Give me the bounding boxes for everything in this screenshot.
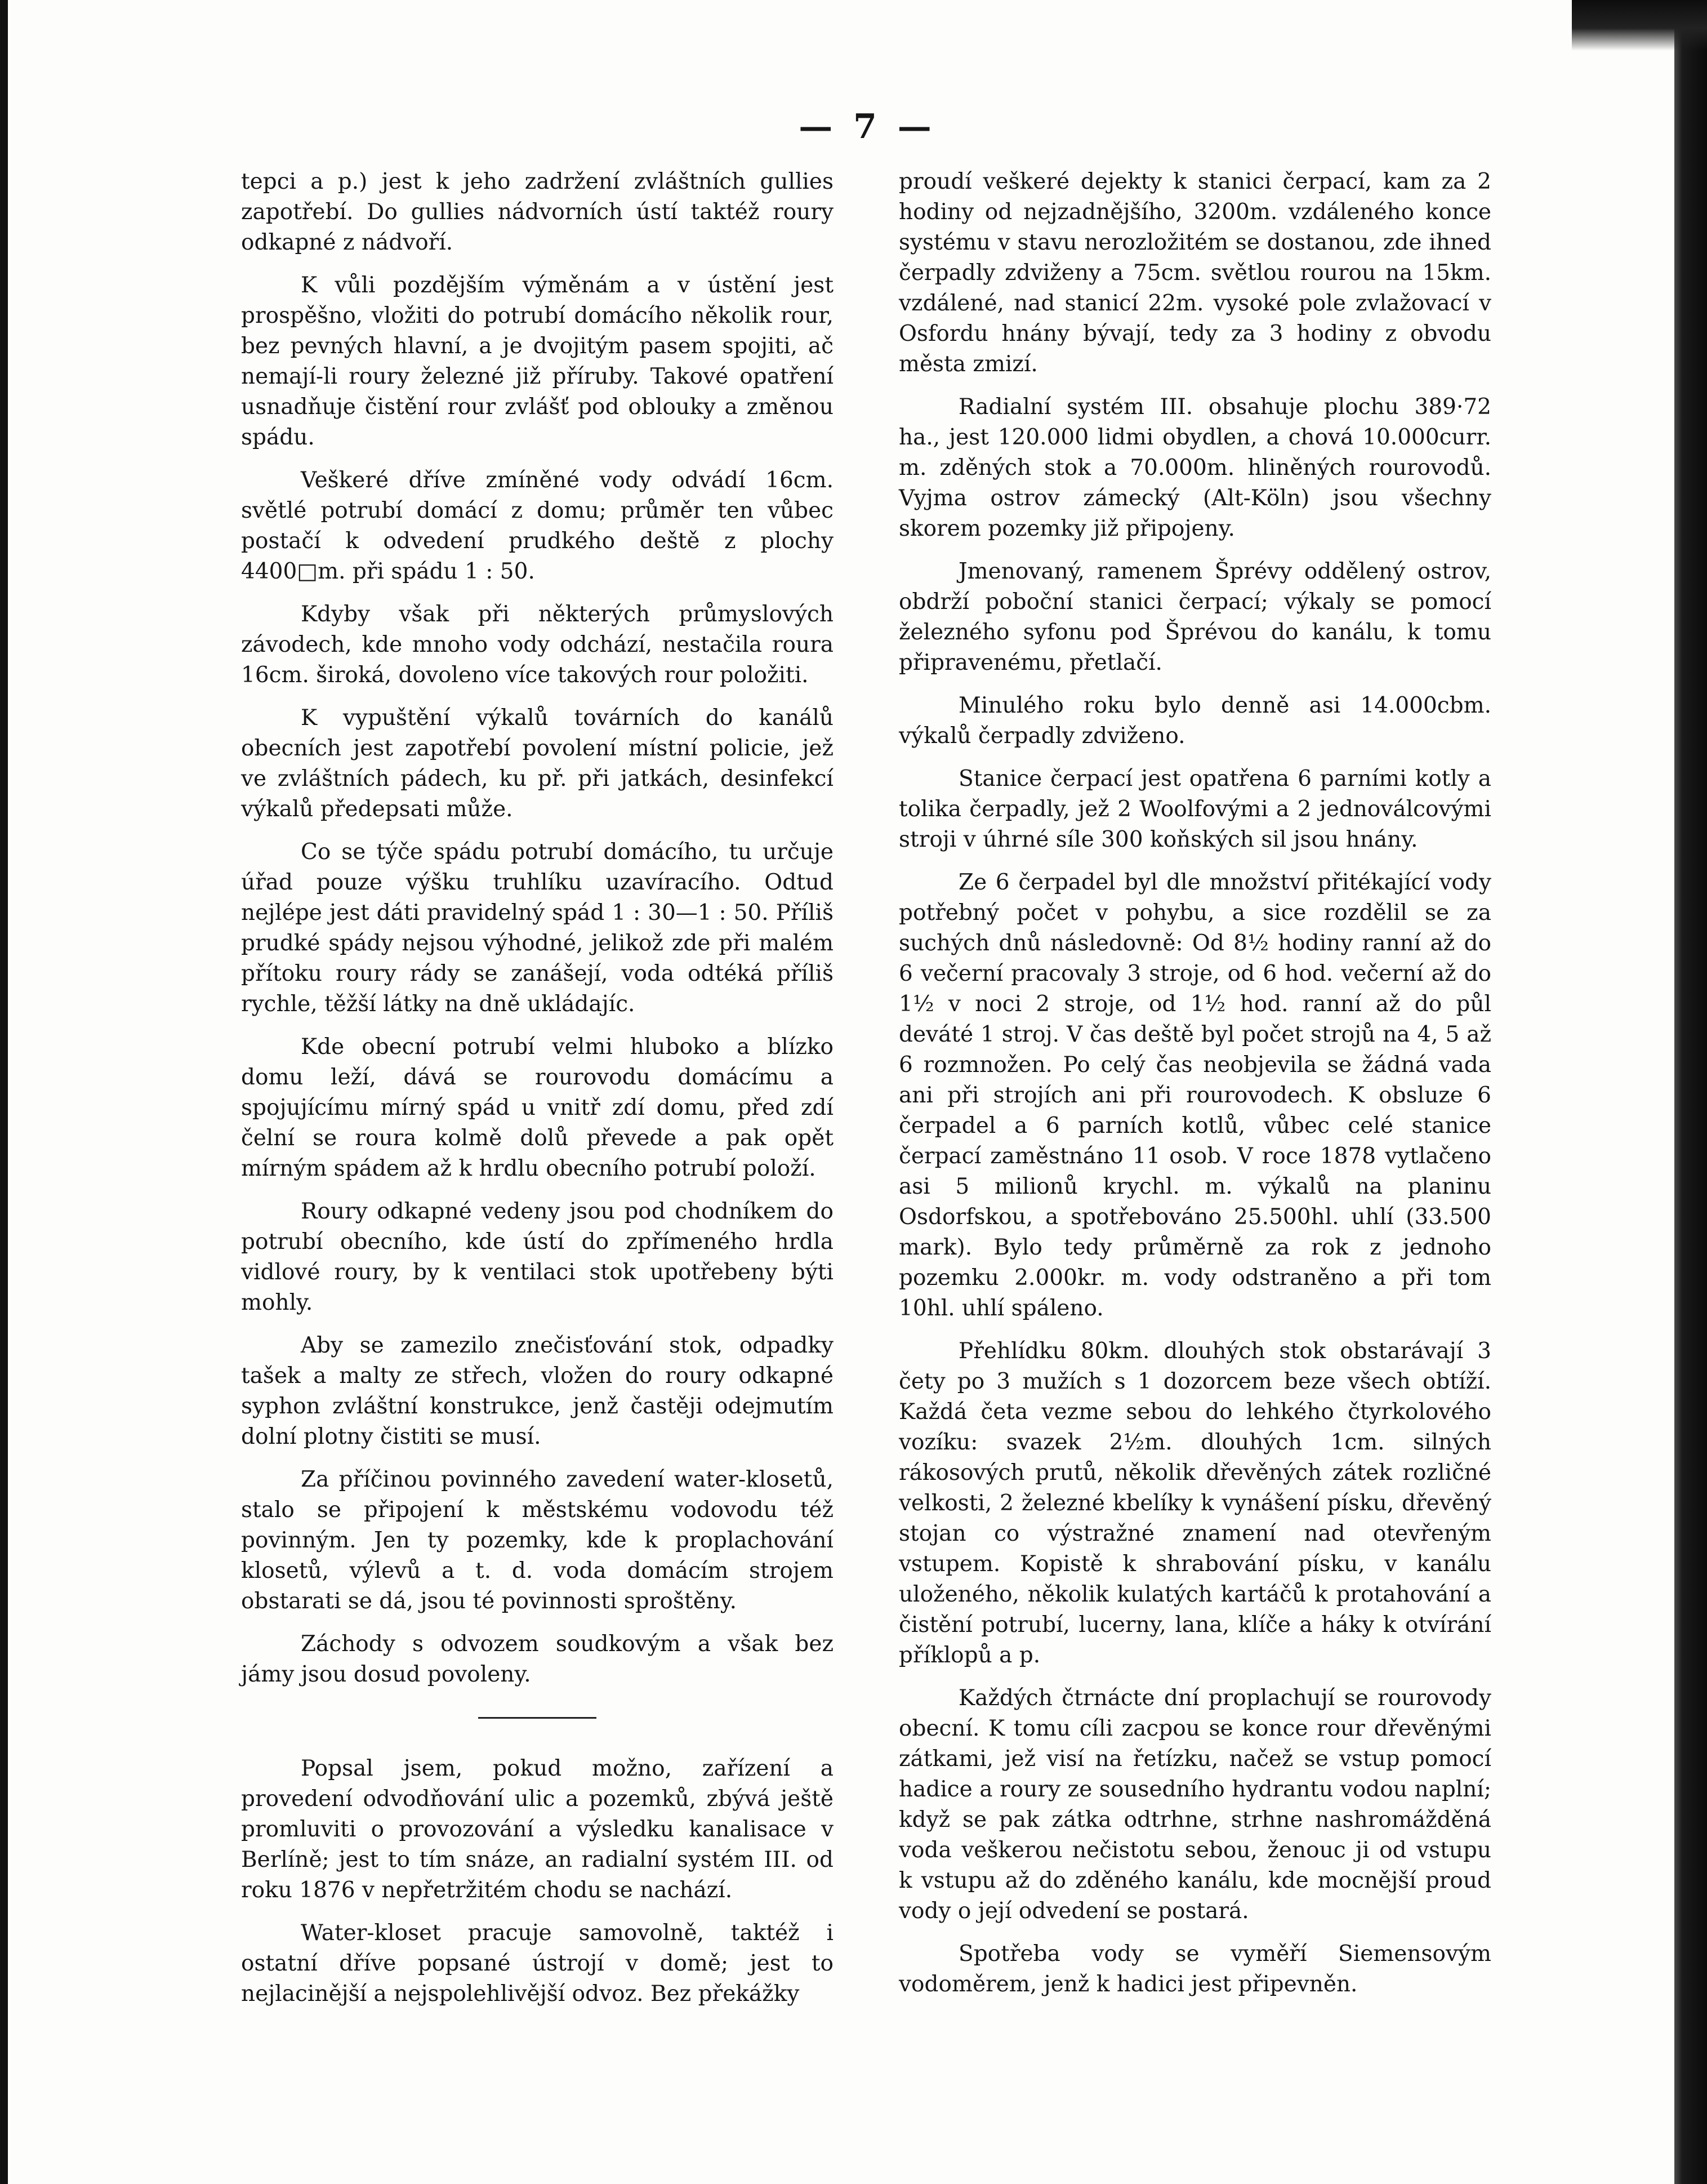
- scan-corner-shadow: [1572, 0, 1707, 51]
- page-number: — 7 —: [799, 107, 936, 146]
- paragraph: Roury odkapné vedeny jsou pod chodníkem do potrubí obecního, kde ústí do zpřímeného hrdla vidlové roury, by k ventilaci stok upotřebeny býti mohly.: [241, 1199, 834, 1315]
- paragraph: Kde obecní potrubí velmi hluboko a blízko domu leží, dává se rourovodu domácímu a spojujícímu mírný spád u vnitř zdí domu, před zdí čelní se roura kolmě dolů převede a pak opět mírným spádem až k hrdlu obecního potrubí položí.: [241, 1034, 834, 1181]
- paragraph: Minulého roku bylo denně asi 14.000cbm. výkalů čerpadly zdviženo.: [899, 693, 1491, 749]
- paragraph: Co se týče spádu potrubí domácího, tu určuje úřad pouze výšku truhlíku uzavíracího. Odtud nejlépe jest dáti pravidelný spád 1 : 30—1 : 50. Příliš prudké spády nejsou výhodné, jelikož zde při malém přítoku roury rády se zanášejí, voda odtéká příliš rychle, těžší látky na dně ukládajíc.: [241, 839, 834, 1017]
- paragraph: Water-kloset pracuje samovolně, taktéž i ostatní dříve popsané ústrojí v domě; jest to nejlacinější a nejspolehlivější odvoz. Bez překážky: [241, 1920, 834, 2007]
- scan-edge-right: [1674, 0, 1707, 2184]
- paragraph: Spotřeba vody se vyměří Siemensovým vodoměrem, jenž k hadici jest připevněn.: [899, 1941, 1491, 1997]
- section-divider: [478, 1717, 596, 1719]
- paragraph: Stanice čerpací jest opatřena 6 parními kotly a tolika čerpadly, jež 2 Woolfovými a 2 jednoválcovými stroji v úhrné síle 300 koňských sil jsou hnány.: [899, 766, 1491, 852]
- paragraph: Za příčinou povinného zavedení water-klosetů, stalo se připojení k městskému vodovodu též povinným. Jen ty pozemky, kde k proplachování klosetů, výlevů a t. d. voda domácím strojem obstarati se dá, jsou té povinnosti sproštěny.: [241, 1467, 834, 1614]
- paragraph: Aby se zamezilo znečisťování stok, odpadky tašek a malty ze střech, vložen do roury odkapné syphon zvláštní konstrukce, jenž častěji odejmutím dolní plotny čistiti se musí.: [241, 1333, 834, 1449]
- paragraph: K vůli pozdějším výměnám a v ústění jest prospěšno, vložiti do potrubí domácího několik rour, bez pevných hlavní, a je dvojitým pasem spojiti, ač nemají-li roury železné již příruby. Takové opatření usnadňuje čistění rour zvlášť pod oblouky a změnou spádu.: [241, 273, 834, 450]
- scan-edge-left: [0, 0, 8, 2184]
- paragraph: Veškeré dříve zmíněné vody odvádí 16cm. světlé potrubí domácí z domu; průměr ten vůbec postačí k odvedení prudkého deště z plochy 4400□m. při spádu 1 : 50.: [241, 468, 834, 584]
- paragraph: tepci a p.) jest k jeho zadržení zvláštních gullies zapotřebí. Do gullies nádvorních ústí taktéž roury odkapné z nádvoří.: [241, 169, 834, 255]
- paragraph: Popsal jsem, pokud možno, zařízení a provedení odvodňování ulic a pozemků, zbývá ještě promluviti o provozování a výsledku kanalisace v Berlíně; jest to tím snáze, an radialní systém III. od roku 1876 v nepřetržitém chodu se nachází.: [241, 1756, 834, 1903]
- paragraph: Každých čtrnácte dní proplachují se rourovody obecní. K tomu cíli zacpou se konce rour dřevěnými zátkami, jež visí na řetízku, načež se vstup pomocí hadice a roury ze sousedního hydrantu vodou naplní; když se pak zátka odtrhne, strhne nashromážděná voda veškerou nečistotu sebou, ženouc ji od vstupu k vstupu až do zděného kanálu, kde mocnější proud vody o její odvedení se postará.: [899, 1685, 1491, 1924]
- paragraph: Kdyby však při některých průmyslových závodech, kde mnoho vody odchází, nestačila roura 16cm. široká, dovoleno více takových rour položiti.: [241, 602, 834, 688]
- paragraph: Radialní systém III. obsahuje plochu 389·72 ha., jest 120.000 lidmi obydlen, a chová 10.000curr. m. zděných stok a 70.000m. hliněných rourovodů. Vyjma ostrov zámecký (Alt-Köln) jsou všechny skorem pozemky již připojeny.: [899, 394, 1491, 541]
- paragraph: Přehlídku 80km. dlouhých stok obstarávají 3 čety po 3 mužích s 1 dozorcem beze všech obtíží. Každá četa vezme sebou do lehkého čtyrkolového vozíku: svazek 2½m. dlouhých 1cm. silných rákosových prutů, několik dřevěných zátek rozličné velkosti, 2 železné kbelíky k vynášení písku, dřevěný stojan co výstražné znamení nad otevřeným vstupem. Kopistě k shrabování písku, v kanálu uloženého, několik kulatých kartáčů k protahování a čistění potrubí, lucerny, lana, klíče a háky k otvírání příklopů a p.: [899, 1338, 1491, 1668]
- paragraph: K vypuštění výkalů továrních do kanálů obecních jest zapotřebí povolení místní policie, jež ve zvláštních pádech, ku př. při jatkách, desinfekcí výkalů předepsati může.: [241, 705, 834, 822]
- paragraph: Záchody s odvozem soudkovým a však bez jámy jsou dosud povoleny.: [241, 1631, 834, 1687]
- right-column: [899, 167, 1491, 2012]
- paragraph: Jmenovaný, ramenem Šprévy oddělený ostrov, obdrží poboční stanici čerpací; výkaly se pomocí železného syfonu pod Šprévou do kanálu, k tomu připravenému, přetlačí.: [899, 559, 1491, 675]
- left-column: [241, 167, 834, 2022]
- paragraph: proudí veškeré dejekty k stanici čerpací, kam za 2 hodiny od nejzadnějšího, 3200m. vzdáleného konce systému v stavu nerozložitém se dostanou, zde ihned čerpadly zdviženy a 75cm. světlou rourou na 15km. vzdálené, nad stanicí 22m. vysoké pole zvlažovací v Osfordu hnány bývají, tedy za 3 hodiny z obvodu města zmizí.: [899, 169, 1491, 377]
- paragraph: Ze 6 čerpadel byl dle množství přitékající vody potřebný počet v pohybu, a sice rozdělil se za suchých dnů následovně: Od 8½ hodiny ranní až do 6 večerní pracovaly 3 stroje, od 6 hod. večerní až do 1½ v noci 2 stroje, od 1½ hod. ranní až do půl deváté 1 stroj. V čas deště byl počet strojů na 4, 5 až 6 rozmnožen. Po celý čas neobjevila se žádná vada ani při strojích ani při rourovodech. K obsluze 6 čerpadel a 6 parních kotlů, vůbec celé stanice čerpací zaměstnáno 11 osob. V roce 1878 vytlačeno asi 5 milionů krychl. m. výkalů na planinu Osdorfskou, a spotřebováno 25.500hl. uhlí (33.500 mark). Bylo tedy průměrně za rok z jednoho pozemku 2.000kr. m. vody odstraněno a při tom 10hl. uhlí spáleno.: [899, 870, 1491, 1321]
